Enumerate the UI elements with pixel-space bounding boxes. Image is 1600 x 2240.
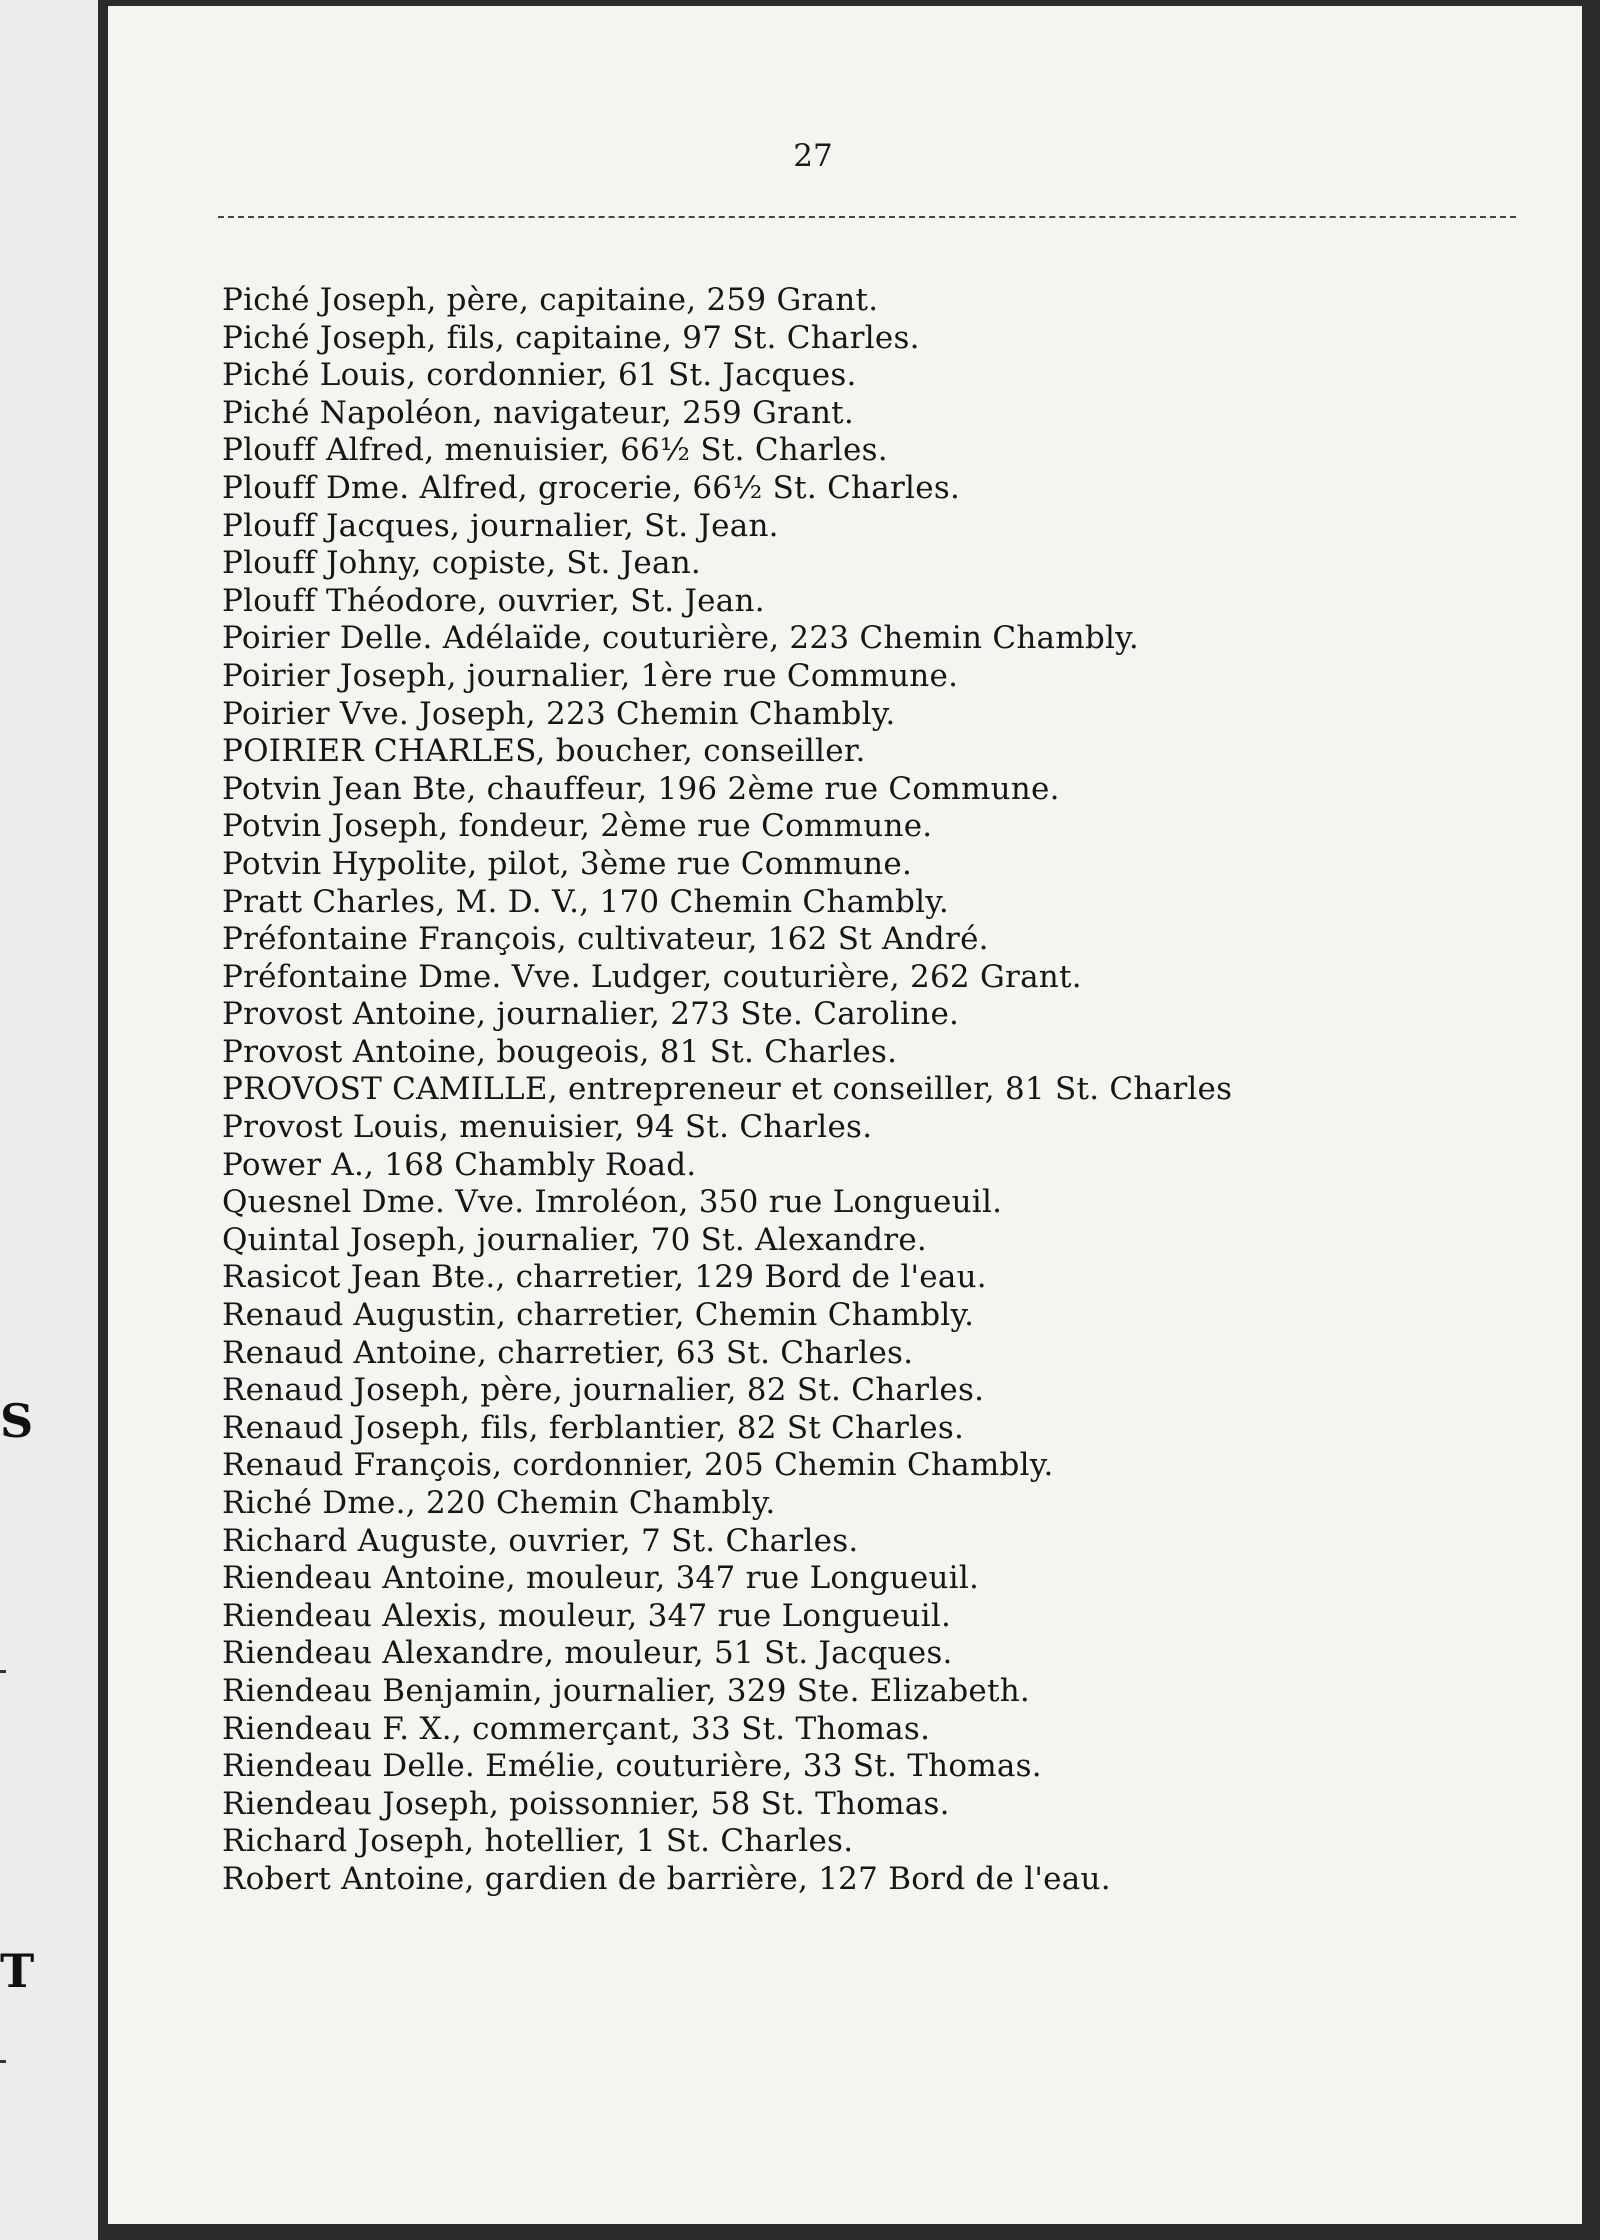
directory-entries xyxy=(222,282,1582,1899)
directory-entry: Potvin Joseph, fondeur, 2ème rue Commune. xyxy=(222,808,933,845)
left-page-tick xyxy=(0,1670,6,1673)
directory-entry: Quesnel Dme. Vve. Imroléon, 350 rue Longueuil. xyxy=(222,1184,1003,1221)
directory-entry: Poirier Delle. Adélaïde, couturière, 223 Chemin Chambly. xyxy=(222,620,1139,657)
directory-entry: Poirier Joseph, journalier, 1ère rue Commune. xyxy=(222,657,959,694)
page-number: 27 xyxy=(793,138,833,174)
directory-entry: Potvin Hypolite, pilot, 3ème rue Commune. xyxy=(222,845,913,882)
directory-entry: PROVOST CAMILLE, entrepreneur et conseiller, 81 St. Charles xyxy=(222,1071,1233,1108)
directory-entry: POIRIER CHARLES, boucher, conseiller. xyxy=(222,733,866,770)
directory-entry: Riendeau F. X., commerçant, 33 St. Thomas. xyxy=(222,1710,931,1747)
directory-entry: Riendeau Antoine, mouleur, 347 rue Longueuil. xyxy=(222,1560,980,1597)
directory-entry: Renaud Joseph, fils, ferblantier, 82 St Charles. xyxy=(222,1409,965,1446)
directory-entry: Riendeau Benjamin, journalier, 329 Ste. Elizabeth. xyxy=(222,1672,1031,1709)
directory-entry: Riendeau Joseph, poissonnier, 58 St. Thomas. xyxy=(222,1785,950,1822)
directory-entry: Plouff Johny, copiste, St. Jean. xyxy=(222,545,702,582)
directory-entry: Piché Louis, cordonnier, 61 St. Jacques. xyxy=(222,357,857,394)
directory-entry: Rasicot Jean Bte., charretier, 129 Bord de l'eau. xyxy=(222,1259,987,1296)
header-rule xyxy=(218,216,1516,218)
directory-entry: Plouff Théodore, ouvrier, St. Jean. xyxy=(222,582,765,619)
directory-entry: Renaud Joseph, père, journalier, 82 St. Charles. xyxy=(222,1372,985,1409)
directory-entry: Quintal Joseph, journalier, 70 St. Alexandre. xyxy=(222,1221,928,1258)
directory-entry: Préfontaine Dme. Vve. Ludger, couturière, 262 Grant. xyxy=(222,958,1082,995)
directory-entry: Robert Antoine, gardien de barrière, 127 Bord de l'eau. xyxy=(222,1860,1111,1897)
directory-entry: Renaud François, cordonnier, 205 Chemin Chambly. xyxy=(222,1447,1054,1484)
directory-entry: Préfontaine François, cultivateur, 162 St André. xyxy=(222,921,989,958)
directory-entry: Riendeau Alexis, mouleur, 347 rue Longueuil. xyxy=(222,1597,952,1634)
directory-entry: Piché Napoléon, navigateur, 259 Grant. xyxy=(222,394,854,431)
directory-entry: Piché Joseph, père, capitaine, 259 Grant. xyxy=(222,282,879,318)
directory-entry: Plouff Jacques, journalier, St. Jean. xyxy=(222,507,779,544)
directory-page xyxy=(108,6,1582,2224)
directory-entry: Poirier Vve. Joseph, 223 Chemin Chambly. xyxy=(222,695,896,732)
directory-entry: Renaud Antoine, charretier, 63 St. Charles. xyxy=(222,1334,914,1371)
directory-entry: Provost Antoine, journalier, 273 Ste. Caroline. xyxy=(222,996,960,1033)
left-page-letter-s: S xyxy=(0,1394,34,1448)
directory-entry: Riendeau Delle. Emélie, couturière, 33 St. Thomas. xyxy=(222,1748,1042,1785)
directory-entry: Provost Louis, menuisier, 94 St. Charles. xyxy=(222,1109,873,1146)
directory-entry: Provost Antoine, bougeois, 81 St. Charles. xyxy=(222,1033,898,1070)
directory-entry: Plouff Dme. Alfred, grocerie, 66½ St. Charles. xyxy=(222,469,961,506)
directory-entry: Richard Auguste, ouvrier, 7 St. Charles. xyxy=(222,1522,859,1559)
left-page-letter-t: T xyxy=(0,1944,35,1998)
directory-entry: Piché Joseph, fils, capitaine, 97 St. Charles. xyxy=(222,319,920,356)
directory-entry: Power A., 168 Chambly Road. xyxy=(222,1146,697,1183)
directory-entry: Pratt Charles, M. D. V., 170 Chemin Chambly. xyxy=(222,883,949,920)
left-page-tick xyxy=(0,2060,6,2063)
directory-entry: Renaud Augustin, charretier, Chemin Chambly. xyxy=(222,1297,975,1334)
directory-entry: Plouff Alfred, menuisier, 66½ St. Charles. xyxy=(222,432,888,469)
left-page-edge xyxy=(0,0,98,2240)
directory-entry: Richard Joseph, hotellier, 1 St. Charles. xyxy=(222,1823,854,1860)
directory-entry: Potvin Jean Bte, chauffeur, 196 2ème rue Commune. xyxy=(222,770,1060,807)
directory-entry: Riendeau Alexandre, mouleur, 51 St. Jacques. xyxy=(222,1635,953,1672)
directory-entry: Riché Dme., 220 Chemin Chambly. xyxy=(222,1485,776,1521)
